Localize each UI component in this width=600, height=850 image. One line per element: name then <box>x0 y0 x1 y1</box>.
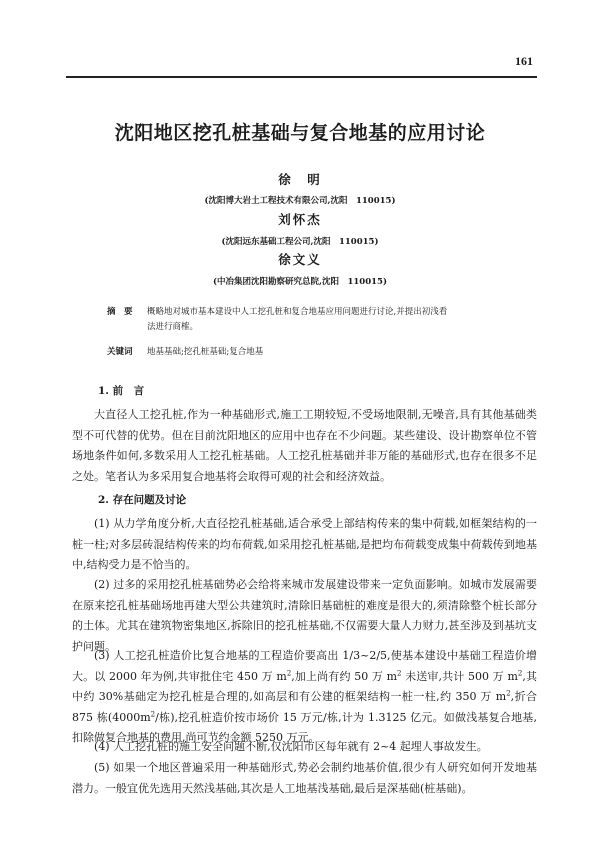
section-heading-discussion: 2. 存在问题及讨论 <box>98 494 187 506</box>
discussion-paragraph-3: (3) 人工挖孔桩造价比复合地基的工程造价要高出 1/3~2/5,使基本建设中基础工程造价增大。以 2000 年为例,共审批住宅 450 万 $m^2$,加上尚有约 50 万 $m^2$ 未送审,共计 500 万 $m^2$,其中约 30%基础定为挖孔桩是合理的,如高层和有公建的框架结构一桩一柱,约 350 万 $m^2$,折合 875 栋($4000m^2/$栋),挖孔桩造价按市场价 15 万元/栋,计为 1.3125 亿元。如做浅基复合地基,扣除做复合地基的费用,尚可节约金额 5250 万元。 <box>72 649 537 744</box>
keywords-text: 地基基础;挖孔桩基础;复合地基 <box>147 347 264 357</box>
author-3-name: 徐文义 <box>278 252 322 267</box>
author-2-name: 刘怀杰 <box>278 212 322 227</box>
author-2-affiliation: (沈阳远东基础工程公司,沈阳 110015) <box>221 237 379 247</box>
abstract-line-1: 概略地对城市基本建设中人工挖孔桩和复合地基应用问题进行讨论,并提出初浅看 <box>147 307 448 317</box>
intro-paragraph: 大直径人工挖孔桩,作为一种基础形式,施工工期较短,不受场地限制,无噪音,具有其他基础类型不可代替的优势。但在目前沈阳地区的应用中也存在不少问题。某些建设、设计勘察单位不管场地条件如何,多数采用人工挖孔桩基础。人工挖孔桩基础并非万能的基础形式,也存在很多不足之处。笔者认为多采用复合地基将会取得可观的社会和经济效益。 <box>72 408 537 483</box>
paper-title: 沈阳地区挖孔桩基础与复合地基的应用讨论 <box>114 122 486 144</box>
author-1-name: 徐 明 <box>278 172 322 187</box>
page-number: 161 <box>515 54 533 68</box>
discussion-paragraph-5: (5) 如果一个地区普遍采用一种基础形式,势必会制约地基价值,很少有人研究如何开发地基潜力。一般宜优先选用天然浅基础,其次是人工地基浅基础,最后是深基础(桩基础)。 <box>72 761 537 795</box>
abstract-label: 摘 要 <box>107 307 133 317</box>
keywords-label: 关键词 <box>107 347 133 357</box>
discussion-paragraph-2: (2) 过多的采用挖孔桩基础势必会给将来城市发展建设带来一定负面影响。如城市发展需要在原来挖孔桩基础场地再建大型公共建筑时,清除旧基础桩的难度是很大的,须清除整个桩长部分的土体。尤其在建筑物密集地区,拆除旧的挖孔桩基础,不仅需要大量人力财力,甚至涉及到基坑支护问题。 <box>72 578 537 653</box>
author-1-affiliation: (沈阳博大岩土工程技术有限公司,沈阳 110015) <box>204 196 396 206</box>
header-rule <box>66 76 537 78</box>
abstract-line-2: 法进行商榷。 <box>147 322 199 332</box>
section-heading-intro: 1. 前 言 <box>98 385 145 397</box>
discussion-paragraph-4: (4) 人工挖孔桩的施工安全问题不断,仅沈阳市区每年就有 2~4 起埋人事故发生。 <box>94 740 488 753</box>
discussion-paragraph-1: (1) 从力学角度分析,大直径挖孔桩基础,适合承受上部结构传来的集中荷载,如框架结构的一桩一柱;对多层砖混结构传来的均布荷载,如采用挖孔桩基础,是把均布荷载变成集中荷载传到地基中,结构受力是不恰当的。 <box>72 517 537 571</box>
author-3-affiliation: (中冶集团沈阳勘察研究总院,沈阳 110015) <box>213 277 387 287</box>
